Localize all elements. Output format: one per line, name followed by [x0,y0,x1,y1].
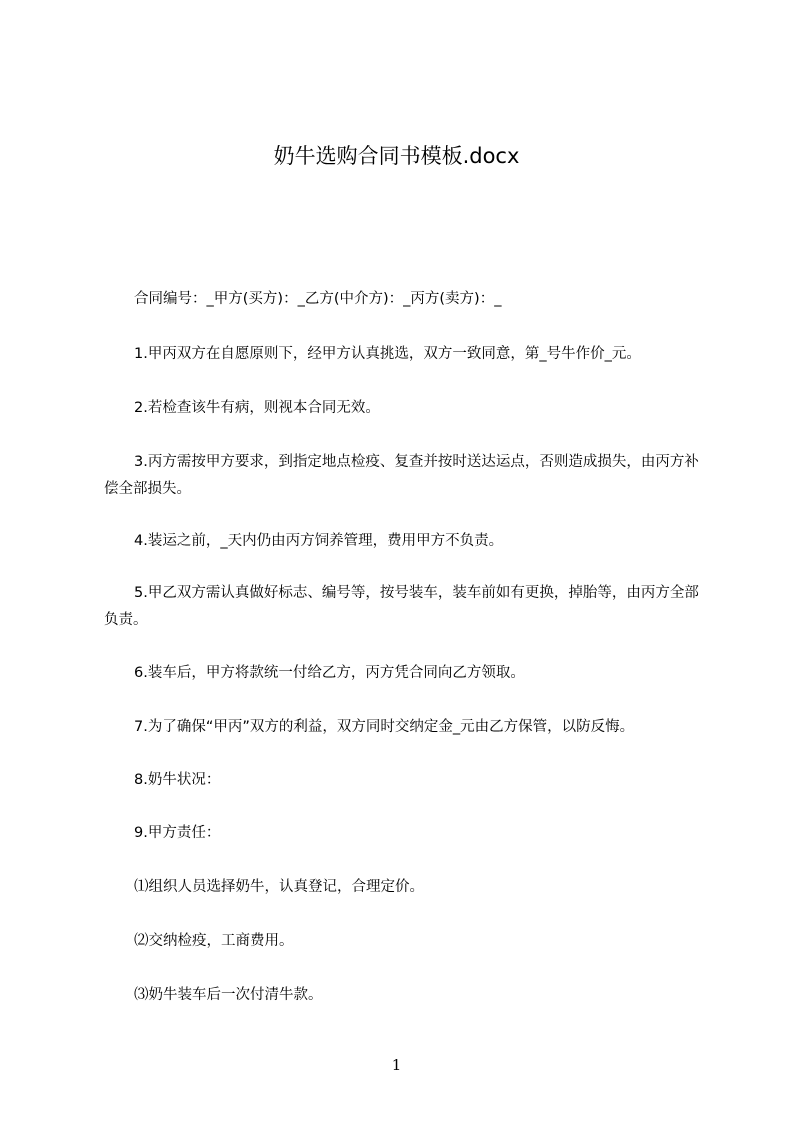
document-title: 奶牛选购合同书模板.docx [273,144,520,168]
clause-2: 2.若检查该牛有病，则视本合同无效。 [134,400,380,416]
page-number: 1 [391,1056,402,1074]
party-a-duty-3: ⑶奶牛装车后一次付清牛款。 [134,987,323,1003]
clause-1: 1.甲丙双方在自愿原则下，经甲方认真挑选，双方一致同意，第_号牛作价_元。 [134,346,641,362]
clause-3: 3.丙方需按甲方要求，到指定地点检疫、复查并按时送达运点，否则造成损失，由丙方补偿全部损失。 [104,454,699,497]
clause-6: 6.装车后，甲方将款统一付给乙方，丙方凭合同向乙方领取。 [134,665,525,681]
contract-number-line: 合同编号：_甲方(买方)：_乙方(中介方)：_丙方(卖方)：_ [134,291,502,307]
party-a-duty-1: ⑴组织人员选择奶牛，认真登记，合理定价。 [134,879,424,895]
clause-7: 7.为了确保“甲丙”双方的利益，双方同时交纳定金_元由乙方保管，以防反悔。 [134,719,635,735]
clause-8: 8.奶牛状况： [134,772,221,788]
clause-9: 9.甲方责任： [134,825,221,841]
clause-4: 4.装运之前，_天内仍由丙方饲养管理，费用甲方不负责。 [134,533,504,549]
clause-5: 5.甲乙双方需认真做好标志、编号等，按号装车，装车前如有更换，掉胎等，由丙方全部负责。 [104,585,699,628]
party-a-duty-2: ⑵交纳检疫，工商费用。 [134,933,294,949]
